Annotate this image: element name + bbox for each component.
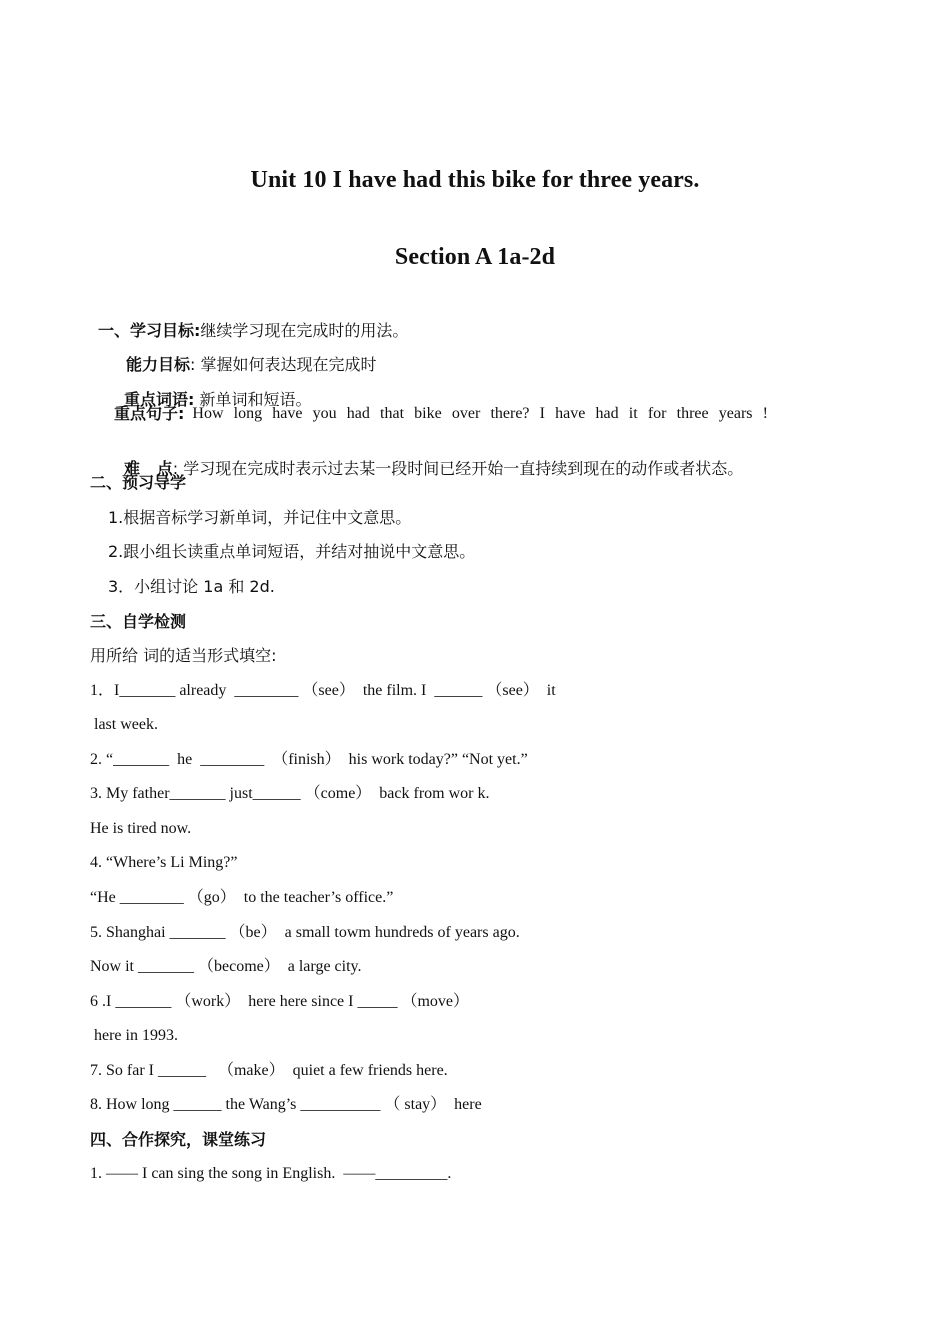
exercise-line: 3. My father_______ just______ （come） back from wor k.	[90, 785, 490, 802]
vocab-label: 重点词语:	[124, 390, 195, 409]
exercise-line: 2. “_______ he ________ （finish） his work today?” “Not yet.”	[90, 751, 528, 768]
exercise-line: He is tired now.	[90, 820, 192, 837]
preview-heading: 二、预习导学	[90, 473, 187, 492]
objectives-text: 继续学习现在完成时的用法。	[200, 321, 409, 340]
vocab-text: 新单词和短语。	[194, 390, 312, 409]
objectives-prefix: 一、	[98, 321, 131, 340]
difficulty-text: : 学习现在完成时表示过去某一段时间已经开始一直持续到现在的动作或者状态。	[172, 459, 744, 478]
selfcheck-instruction: 用所给 词的适当形式填空:	[90, 646, 277, 665]
exercise-line: 5. Shanghai _______ （be） a small towm hundreds of years ago.	[90, 924, 520, 941]
section-title: Section A 1a-2d	[394, 244, 556, 270]
sentence-label: 重点句子:	[114, 404, 185, 423]
ability-text: : 掌握如何表达现在完成时	[190, 355, 377, 374]
exercise-line: Now it _______ （become） a large city.	[90, 958, 362, 975]
preview-item: 2.跟小组长读重点单词短语，并结对抽说中文意思。	[108, 542, 476, 561]
exercise-line: 6 .I _______ （work） here here since I _____ （move）	[90, 993, 470, 1010]
preview-item: 3．小组讨论 1a 和 2d.	[108, 577, 275, 596]
selfcheck-heading: 三、自学检测	[90, 612, 187, 631]
exercise-line: “He ________ （go） to the teacher’s office.”	[90, 889, 394, 906]
objectives-label: 学习目标:	[130, 321, 201, 340]
exercise-line: 8. How long ______ the Wang’s __________ （ stay） here	[90, 1096, 482, 1113]
difficulty	[116, 439, 743, 480]
exercise-line: last week.	[90, 716, 158, 733]
exercise-line: 1．I_______ already ________ （see） the film. I ______ （see） it	[90, 682, 556, 699]
ability-label: 能力目标	[126, 355, 191, 374]
difficulty-label: 难 点	[124, 459, 173, 478]
exercise-line: 4. “Where’s Li Ming?”	[90, 854, 238, 871]
exercise-line: here in 1993.	[90, 1027, 178, 1044]
practice-line: 1. —— I can sing the song in English. ——_________.	[90, 1165, 452, 1182]
exercise-line: 7. So far I ______ （make） quiet a few friends here.	[90, 1062, 448, 1079]
practice-heading: 四、合作探究，课堂练习	[90, 1130, 267, 1149]
sentence-text: How long have you had that bike over there? I have had it for three years !	[192, 405, 768, 422]
preview-item: 1.根据音标学习新单词，并记住中文意思。	[108, 508, 412, 527]
page-title: Unit 10 I have had this bike for three years.	[250, 167, 700, 193]
key-sentence	[114, 404, 768, 424]
